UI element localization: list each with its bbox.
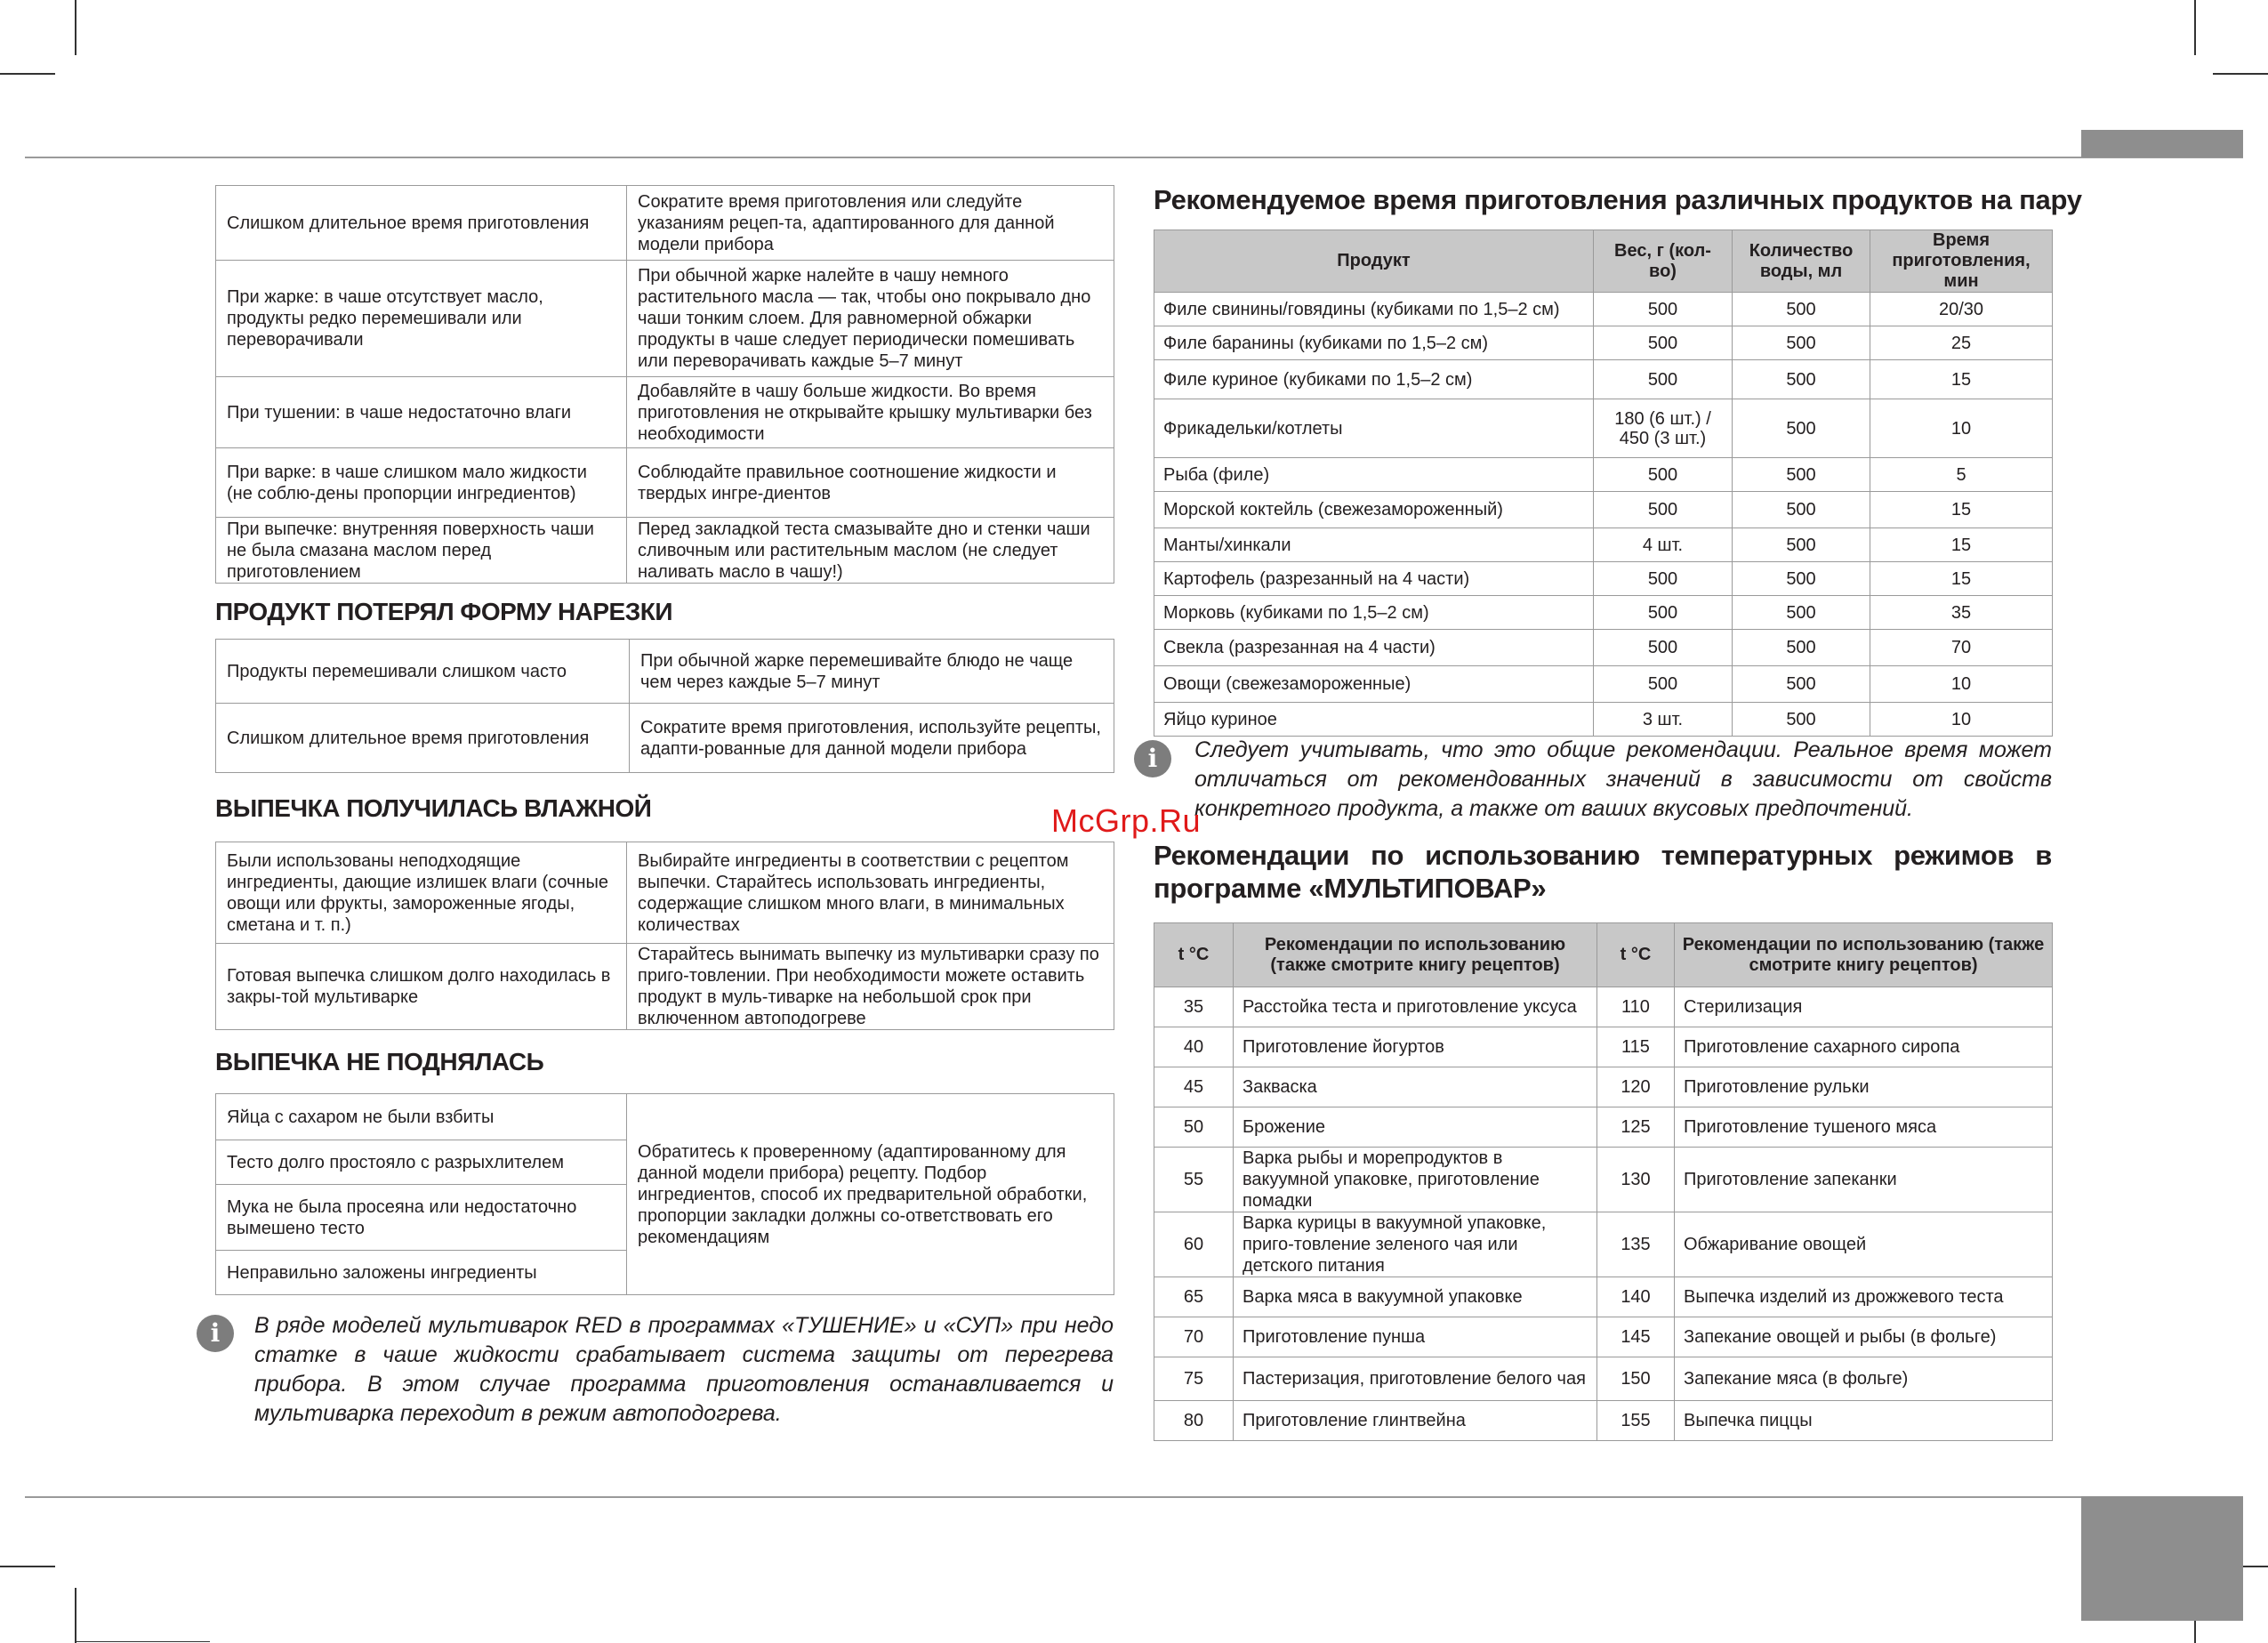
table-row: [1154, 399, 2053, 458]
temp-cell: 155: [1597, 1401, 1675, 1441]
water-cell: 500: [1733, 630, 1870, 666]
temp-cell: 120: [1597, 1067, 1675, 1107]
table-row: [216, 704, 1114, 773]
table-row: [1154, 458, 2053, 492]
water-cell: 500: [1733, 666, 1870, 703]
section-title: ВЫПЕЧКА НЕ ПОДНЯЛАСЬ: [215, 1048, 544, 1075]
cause-cell: Слишком длительное время приготовления: [216, 704, 630, 773]
table-row: [1154, 1067, 2053, 1107]
product-cell: Яйцо куриное: [1154, 703, 1594, 737]
troubleshooting-table-top: [215, 185, 1114, 584]
watermark: McGrp.Ru: [1051, 802, 1202, 839]
solution-cell: Сократите время приготовления, используйте рецепты, адапти-рованные для данной модели прибора: [630, 704, 1114, 773]
product-cell: Морской коктейль (свежезамороженный): [1154, 492, 1594, 528]
cause-cell: Были использованы неподходящие ингредиенты, дающие излишек влаги (сочные овощи или фрукты, замороженные ягоды, сметана и т. п.): [216, 842, 627, 944]
table-header-row: [1154, 923, 2053, 987]
usage-cell: Приготовление рульки: [1675, 1067, 2053, 1107]
solution-cell: Соблюдайте правильное соотношение жидкости и твердых ингре-диентов: [627, 448, 1114, 518]
table-row: [216, 448, 1114, 518]
water-cell: 500: [1733, 703, 1870, 737]
temp-cell: 135: [1597, 1212, 1675, 1277]
table-row: [1154, 1401, 2053, 1441]
table-header-row: [1154, 230, 2053, 293]
temp-cell: 150: [1597, 1357, 1675, 1401]
table-row: [1154, 703, 2053, 737]
steam-table-title: Рекомендуемое время приготовления различных продуктов на пару: [1154, 184, 2082, 215]
usage-cell: Приготовление глинтвейна: [1234, 1401, 1597, 1441]
temp-cell: 70: [1154, 1317, 1234, 1357]
temp-cell: 35: [1154, 987, 1234, 1027]
usage-cell: Запекание мяса (в фольге): [1675, 1357, 2053, 1401]
table-row: [1154, 360, 2053, 399]
troubleshooting-table-rise: [215, 1093, 1114, 1295]
table-row: [1154, 1357, 2053, 1401]
usage-cell: Пастеризация, приготовление белого чая: [1234, 1357, 1597, 1401]
water-cell: 500: [1733, 293, 1870, 326]
weight-cell: 500: [1594, 326, 1733, 360]
usage-cell: Стерилизация: [1675, 987, 2053, 1027]
usage-cell: Приготовление тушеного мяса: [1675, 1107, 2053, 1148]
section-title: ВЫПЕЧКА ПОЛУЧИЛАСЬ ВЛАЖНОЙ: [215, 794, 652, 822]
table-row: [1154, 1277, 2053, 1317]
water-cell: 500: [1733, 492, 1870, 528]
crop-mark: [2194, 0, 2196, 55]
temp-table-title: Рекомендации по использованию температурных режимов в программе «МУЛЬТИПОВАР»: [1154, 840, 2052, 904]
steam-cooking-table: [1154, 230, 2053, 737]
time-cell: 5: [1870, 458, 2053, 492]
steam-table-body: [1154, 293, 2053, 737]
crop-mark: [2213, 73, 2268, 75]
temp-table-body: [1154, 987, 2053, 1441]
header-temp: t °C: [1154, 923, 1234, 987]
info-icon: i: [197, 1315, 234, 1352]
usage-cell: Расстойка теста и приготовление уксуса: [1234, 987, 1597, 1027]
table-row: [1154, 326, 2053, 360]
weight-cell: 500: [1594, 630, 1733, 666]
table-row: [1154, 1212, 2053, 1277]
header-tab: [2081, 130, 2243, 157]
weight-cell: 500: [1594, 666, 1733, 703]
product-cell: Картофель (разрезанный на 4 части): [1154, 562, 1594, 596]
temp-cell: 130: [1597, 1148, 1675, 1212]
water-cell: 500: [1733, 596, 1870, 630]
table-row: [216, 842, 1114, 944]
water-cell: 500: [1733, 360, 1870, 399]
temp-cell: 55: [1154, 1148, 1234, 1212]
usage-cell: Приготовление запеканки: [1675, 1148, 2053, 1212]
table-row: [216, 186, 1114, 261]
product-cell: Филе баранины (кубиками по 1,5–2 см): [1154, 326, 1594, 360]
temp-cell: 110: [1597, 987, 1675, 1027]
product-cell: Рыба (филе): [1154, 458, 1594, 492]
temperature-table: [1154, 922, 2053, 1441]
usage-cell: Брожение: [1234, 1107, 1597, 1148]
temp-cell: 45: [1154, 1067, 1234, 1107]
header-water: Количество воды, мл: [1733, 230, 1870, 293]
usage-cell: Выпечка изделий из дрожжевого теста: [1675, 1277, 2053, 1317]
weight-cell: 500: [1594, 360, 1733, 399]
time-cell: 25: [1870, 326, 2053, 360]
table-row: [216, 1094, 1114, 1140]
temp-cell: 50: [1154, 1107, 1234, 1148]
product-cell: Морковь (кубиками по 1,5–2 см): [1154, 596, 1594, 630]
table-row: [1154, 528, 2053, 562]
time-cell: 10: [1870, 666, 2053, 703]
temp-cell: 115: [1597, 1027, 1675, 1067]
header-rule: [25, 157, 2243, 158]
table-row: [216, 518, 1114, 584]
time-cell: 35: [1870, 596, 2053, 630]
water-cell: 500: [1733, 458, 1870, 492]
temp-cell: 140: [1597, 1277, 1675, 1317]
usage-cell: Варка рыбы и морепродуктов в вакуумной упаковке, приготовление помадки: [1234, 1148, 1597, 1212]
cause-cell: Неправильно заложены ингредиенты: [216, 1251, 627, 1295]
usage-cell: Закваска: [1234, 1067, 1597, 1107]
table-row: [1154, 987, 2053, 1027]
solution-cell: При обычной жарке перемешивайте блюдо не чаще чем через каждые 5–7 минут: [630, 640, 1114, 704]
table-row: [1154, 562, 2053, 596]
usage-cell: Приготовление сахарного сиропа: [1675, 1027, 2053, 1067]
usage-cell: Выпечка пиццы: [1675, 1401, 2053, 1441]
time-cell: 10: [1870, 703, 2053, 737]
temp-cell: 60: [1154, 1212, 1234, 1277]
water-cell: 500: [1733, 528, 1870, 562]
header-usage: Рекомендации по использованию (также смотрите книгу рецептов): [1234, 923, 1597, 987]
page-number-tab: [2081, 1496, 2243, 1621]
usage-cell: Запекание овощей и рыбы (в фольге): [1675, 1317, 2053, 1357]
temp-cell: 80: [1154, 1401, 1234, 1441]
weight-cell: 500: [1594, 492, 1733, 528]
cause-cell: При тушении: в чаше недостаточно влаги: [216, 377, 627, 448]
time-cell: 70: [1870, 630, 2053, 666]
info-icon: i: [1134, 740, 1171, 777]
section-title: ПРОДУКТ ПОТЕРЯЛ ФОРМУ НАРЕЗКИ: [215, 598, 672, 625]
solution-cell: Обратитесь к проверенному (адаптированному для данной модели прибора) рецепту. Подбор ингредиентов, способ их предварительной обработки, пропорции закладки должны со-ответствовать его рекомендациям: [627, 1094, 1114, 1295]
time-cell: 15: [1870, 528, 2053, 562]
solution-cell: Выбирайте ингредиенты в соответствии с рецептом выпечки. Старайтесь использовать ингредиенты, содержащие слишком много влаги, в минимальных количествах: [627, 842, 1114, 944]
cause-cell: Слишком длительное время приготовления: [216, 186, 627, 261]
crop-mark: [75, 1588, 76, 1643]
table-row: [1154, 1027, 2053, 1067]
temp-cell: 145: [1597, 1317, 1675, 1357]
table-row: [1154, 630, 2053, 666]
table-row: [1154, 1107, 2053, 1148]
table-row: [1154, 1317, 2053, 1357]
table-row: [216, 377, 1114, 448]
usage-cell: Варка курицы в вакуумной упаковке, приго-товление зеленого чая или детского питания: [1234, 1212, 1597, 1277]
product-cell: Овощи (свежезамороженные): [1154, 666, 1594, 703]
time-cell: 15: [1870, 360, 2053, 399]
weight-cell: 500: [1594, 293, 1733, 326]
header-weight: Вес, г (кол-во): [1594, 230, 1733, 293]
temp-cell: 40: [1154, 1027, 1234, 1067]
solution-cell: Добавляйте в чашу больше жидкости. Во время приготовления не открывайте крышку мультиварки без необходимости: [627, 377, 1114, 448]
cause-cell: При выпечке: внутренняя поверхность чаши не была смазана маслом перед приготовлением: [216, 518, 627, 584]
weight-cell: 180 (6 шт.) / 450 (3 шт.): [1594, 399, 1733, 458]
weight-cell: 4 шт.: [1594, 528, 1733, 562]
crop-mark: [0, 1566, 55, 1567]
time-cell: 15: [1870, 492, 2053, 528]
troubleshooting-table-moist: [215, 842, 1114, 1030]
temp-cell: 75: [1154, 1357, 1234, 1401]
usage-cell: Обжаривание овощей: [1675, 1212, 2053, 1277]
cause-cell: Готовая выпечка слишком долго находилась в закры-той мультиварке: [216, 944, 627, 1030]
water-cell: 500: [1733, 562, 1870, 596]
usage-cell: Приготовление йогуртов: [1234, 1027, 1597, 1067]
overheat-note: В ряде моделей мультиварок RED в программах «ТУШЕНИЕ» и «СУП» при недо статке в чаше жидкости срабатывает система защиты от перегрева прибора. В этом случае программа приготовления останавливается и мультиварка переходит в режим автоподогрева.: [254, 1313, 1114, 1426]
product-cell: Фрикадельки/котлеты: [1154, 399, 1594, 458]
table-row: [1154, 596, 2053, 630]
cause-cell: Продукты перемешивали слишком часто: [216, 640, 630, 704]
cause-cell: Яйца с сахаром не были взбиты: [216, 1094, 627, 1140]
water-cell: 500: [1733, 326, 1870, 360]
table-row: [1154, 666, 2053, 703]
header-usage: Рекомендации по использованию (также смотрите книгу рецептов): [1675, 923, 2053, 987]
table-row: [216, 261, 1114, 377]
usage-cell: Варка мяса в вакуумной упаковке: [1234, 1277, 1597, 1317]
usage-cell: Приготовление пунша: [1234, 1317, 1597, 1357]
product-cell: Филе куриное (кубиками по 1,5–2 см): [1154, 360, 1594, 399]
table-row: [1154, 1148, 2053, 1212]
solution-cell: Старайтесь вынимать выпечку из мультиварки сразу по приго-товлении. При необходимости можете оставить продукт в муль-тиварке на небольшой срок при включенном автоподогреве: [627, 944, 1114, 1030]
header-product: Продукт: [1154, 230, 1594, 293]
table-row: [1154, 293, 2053, 326]
cause-cell: Мука не была просеяна или недостаточно вымешено тесто: [216, 1185, 627, 1251]
crop-mark: [75, 1641, 210, 1642]
solution-cell: При обычной жарке налейте в чашу немного растительного масла — так, чтобы оно покрывало дно чаши тонким слоем. Для равномерной обжарки продукты в чаше следует периодически помешивать или переворачивать каждые 5–7 минут: [627, 261, 1114, 377]
weight-cell: 3 шт.: [1594, 703, 1733, 737]
solution-cell: Перед закладкой теста смазывайте дно и стенки чаши сливочным или растительным маслом (не следует наливать масло в чашу!): [627, 518, 1114, 584]
weight-cell: 500: [1594, 458, 1733, 492]
time-cell: 15: [1870, 562, 2053, 596]
product-cell: Манты/хинкали: [1154, 528, 1594, 562]
solution-cell: Сократите время приготовления или следуйте указаниям рецеп-та, адаптированного для данной модели прибора: [627, 186, 1114, 261]
product-cell: Свекла (разрезанная на 4 части): [1154, 630, 1594, 666]
weight-cell: 500: [1594, 596, 1733, 630]
crop-mark: [75, 0, 76, 55]
time-cell: 20/30: [1870, 293, 2053, 326]
troubleshooting-table-shape: [215, 639, 1114, 773]
product-cell: Филе свинины/говядины (кубиками по 1,5–2 см): [1154, 293, 1594, 326]
crop-mark: [0, 73, 55, 75]
temp-cell: 65: [1154, 1277, 1234, 1317]
table-row: [1154, 492, 2053, 528]
cause-cell: Тесто долго простояло с разрыхлителем: [216, 1140, 627, 1185]
weight-cell: 500: [1594, 562, 1733, 596]
cause-cell: При варке: в чаше слишком мало жидкости (не соблю-дены пропорции ингредиентов): [216, 448, 627, 518]
water-cell: 500: [1733, 399, 1870, 458]
time-cell: 10: [1870, 399, 2053, 458]
footer-rule: [25, 1496, 2243, 1498]
temp-cell: 125: [1597, 1107, 1675, 1148]
steam-note: Следует учитывать, что это общие рекомендации. Реальное время может отличаться от рекомендованных значений в зависимости от свойств конкретного продукта, а также от ваших вкусовых предпочтений.: [1194, 737, 2052, 821]
table-row: [216, 944, 1114, 1030]
table-row: [216, 640, 1114, 704]
header-time: Время приготовления, мин: [1870, 230, 2053, 293]
cause-cell: При жарке: в чаше отсутствует масло, продукты редко перемешивали или переворачивали: [216, 261, 627, 377]
header-temp: t °C: [1597, 923, 1675, 987]
